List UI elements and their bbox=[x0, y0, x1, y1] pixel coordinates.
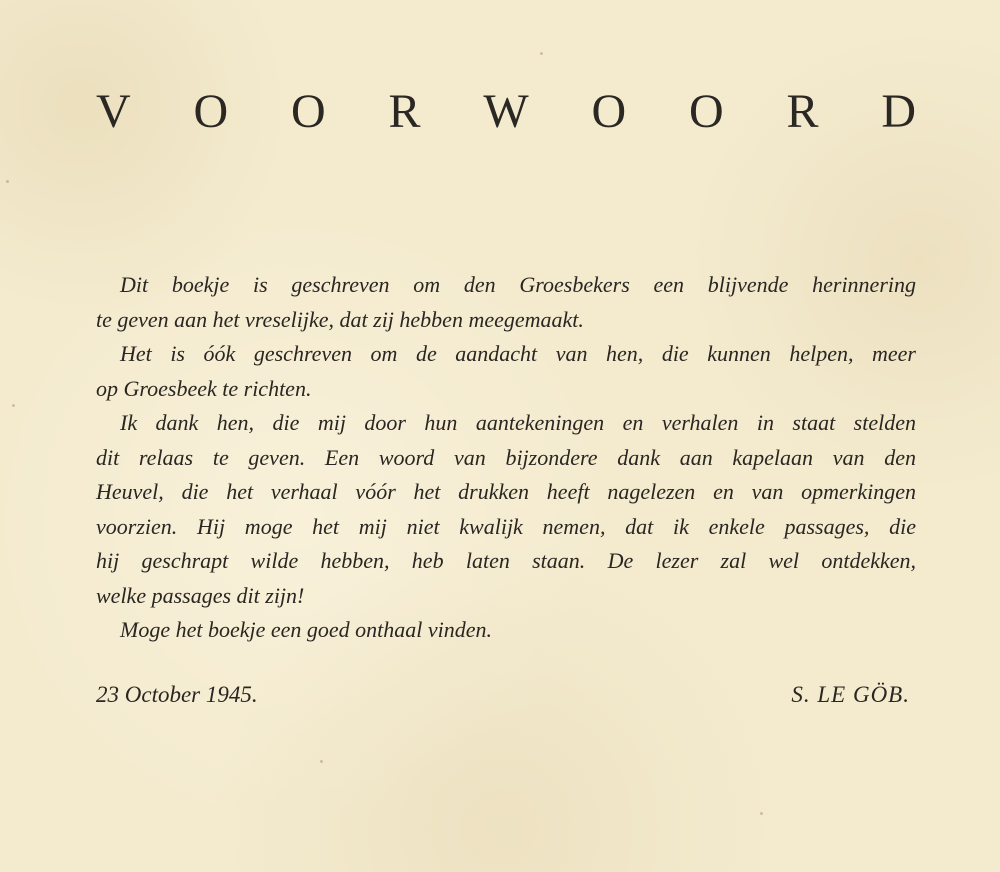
title-letter: O bbox=[591, 85, 627, 138]
paper-speck bbox=[760, 812, 763, 815]
text-line: Moge het boekje een goed onthaal vinden. bbox=[120, 617, 493, 642]
paragraph-1 bbox=[96, 268, 916, 337]
text-line: te geven aan het vreselijke, dat zij hebben meegemaakt. bbox=[96, 306, 584, 332]
text-line: Heuvel, die het verhaal vóór het drukken heeft nagelezen en van opmerkingen bbox=[96, 479, 916, 504]
title-letter: O bbox=[193, 85, 229, 138]
title-letter: O bbox=[291, 85, 326, 138]
text-line: welke passages dit zijn! bbox=[96, 582, 305, 608]
title-letter: D bbox=[881, 85, 916, 138]
paper-speck bbox=[540, 52, 543, 55]
preface-date: 23 October 1945. bbox=[96, 682, 258, 707]
title-letter: R bbox=[388, 85, 421, 138]
text-line: op Groesbeek te richten. bbox=[96, 375, 312, 401]
paragraph-3 bbox=[96, 406, 916, 613]
paragraph-2 bbox=[96, 337, 916, 406]
title-letter: W bbox=[483, 85, 529, 138]
text-line: hij geschrapt wilde hebben, heb laten staan. De lezer zal wel ontdekken, bbox=[96, 548, 916, 573]
text-line: Het is óók geschreven om de aandacht van hen, die kunnen helpen, meer bbox=[120, 341, 916, 366]
paper-speck bbox=[320, 760, 323, 763]
paper-speck bbox=[6, 180, 9, 183]
preface-body bbox=[96, 268, 916, 648]
title-letter: O bbox=[688, 85, 724, 138]
paper-speck bbox=[12, 404, 15, 407]
text-line: dit relaas te geven. Een woord van bijzondere dank aan kapelaan van den bbox=[96, 444, 916, 470]
text-line: voorzien. Hij moge het mij niet kwalijk nemen, dat ik enkele passages, die bbox=[96, 513, 916, 539]
title-letter: V bbox=[96, 85, 131, 138]
text-line: Dit boekje is geschreven om den Groesbekers een blijvende herinnering bbox=[120, 272, 916, 297]
author-signature: S. LE GÖB. bbox=[791, 682, 910, 707]
text-line: Ik dank hen, die mij door hun aantekeningen en verhalen in staat stelden bbox=[120, 410, 916, 435]
paragraph-4 bbox=[96, 613, 916, 648]
title-letter: R bbox=[786, 85, 819, 138]
page-title bbox=[96, 85, 916, 138]
